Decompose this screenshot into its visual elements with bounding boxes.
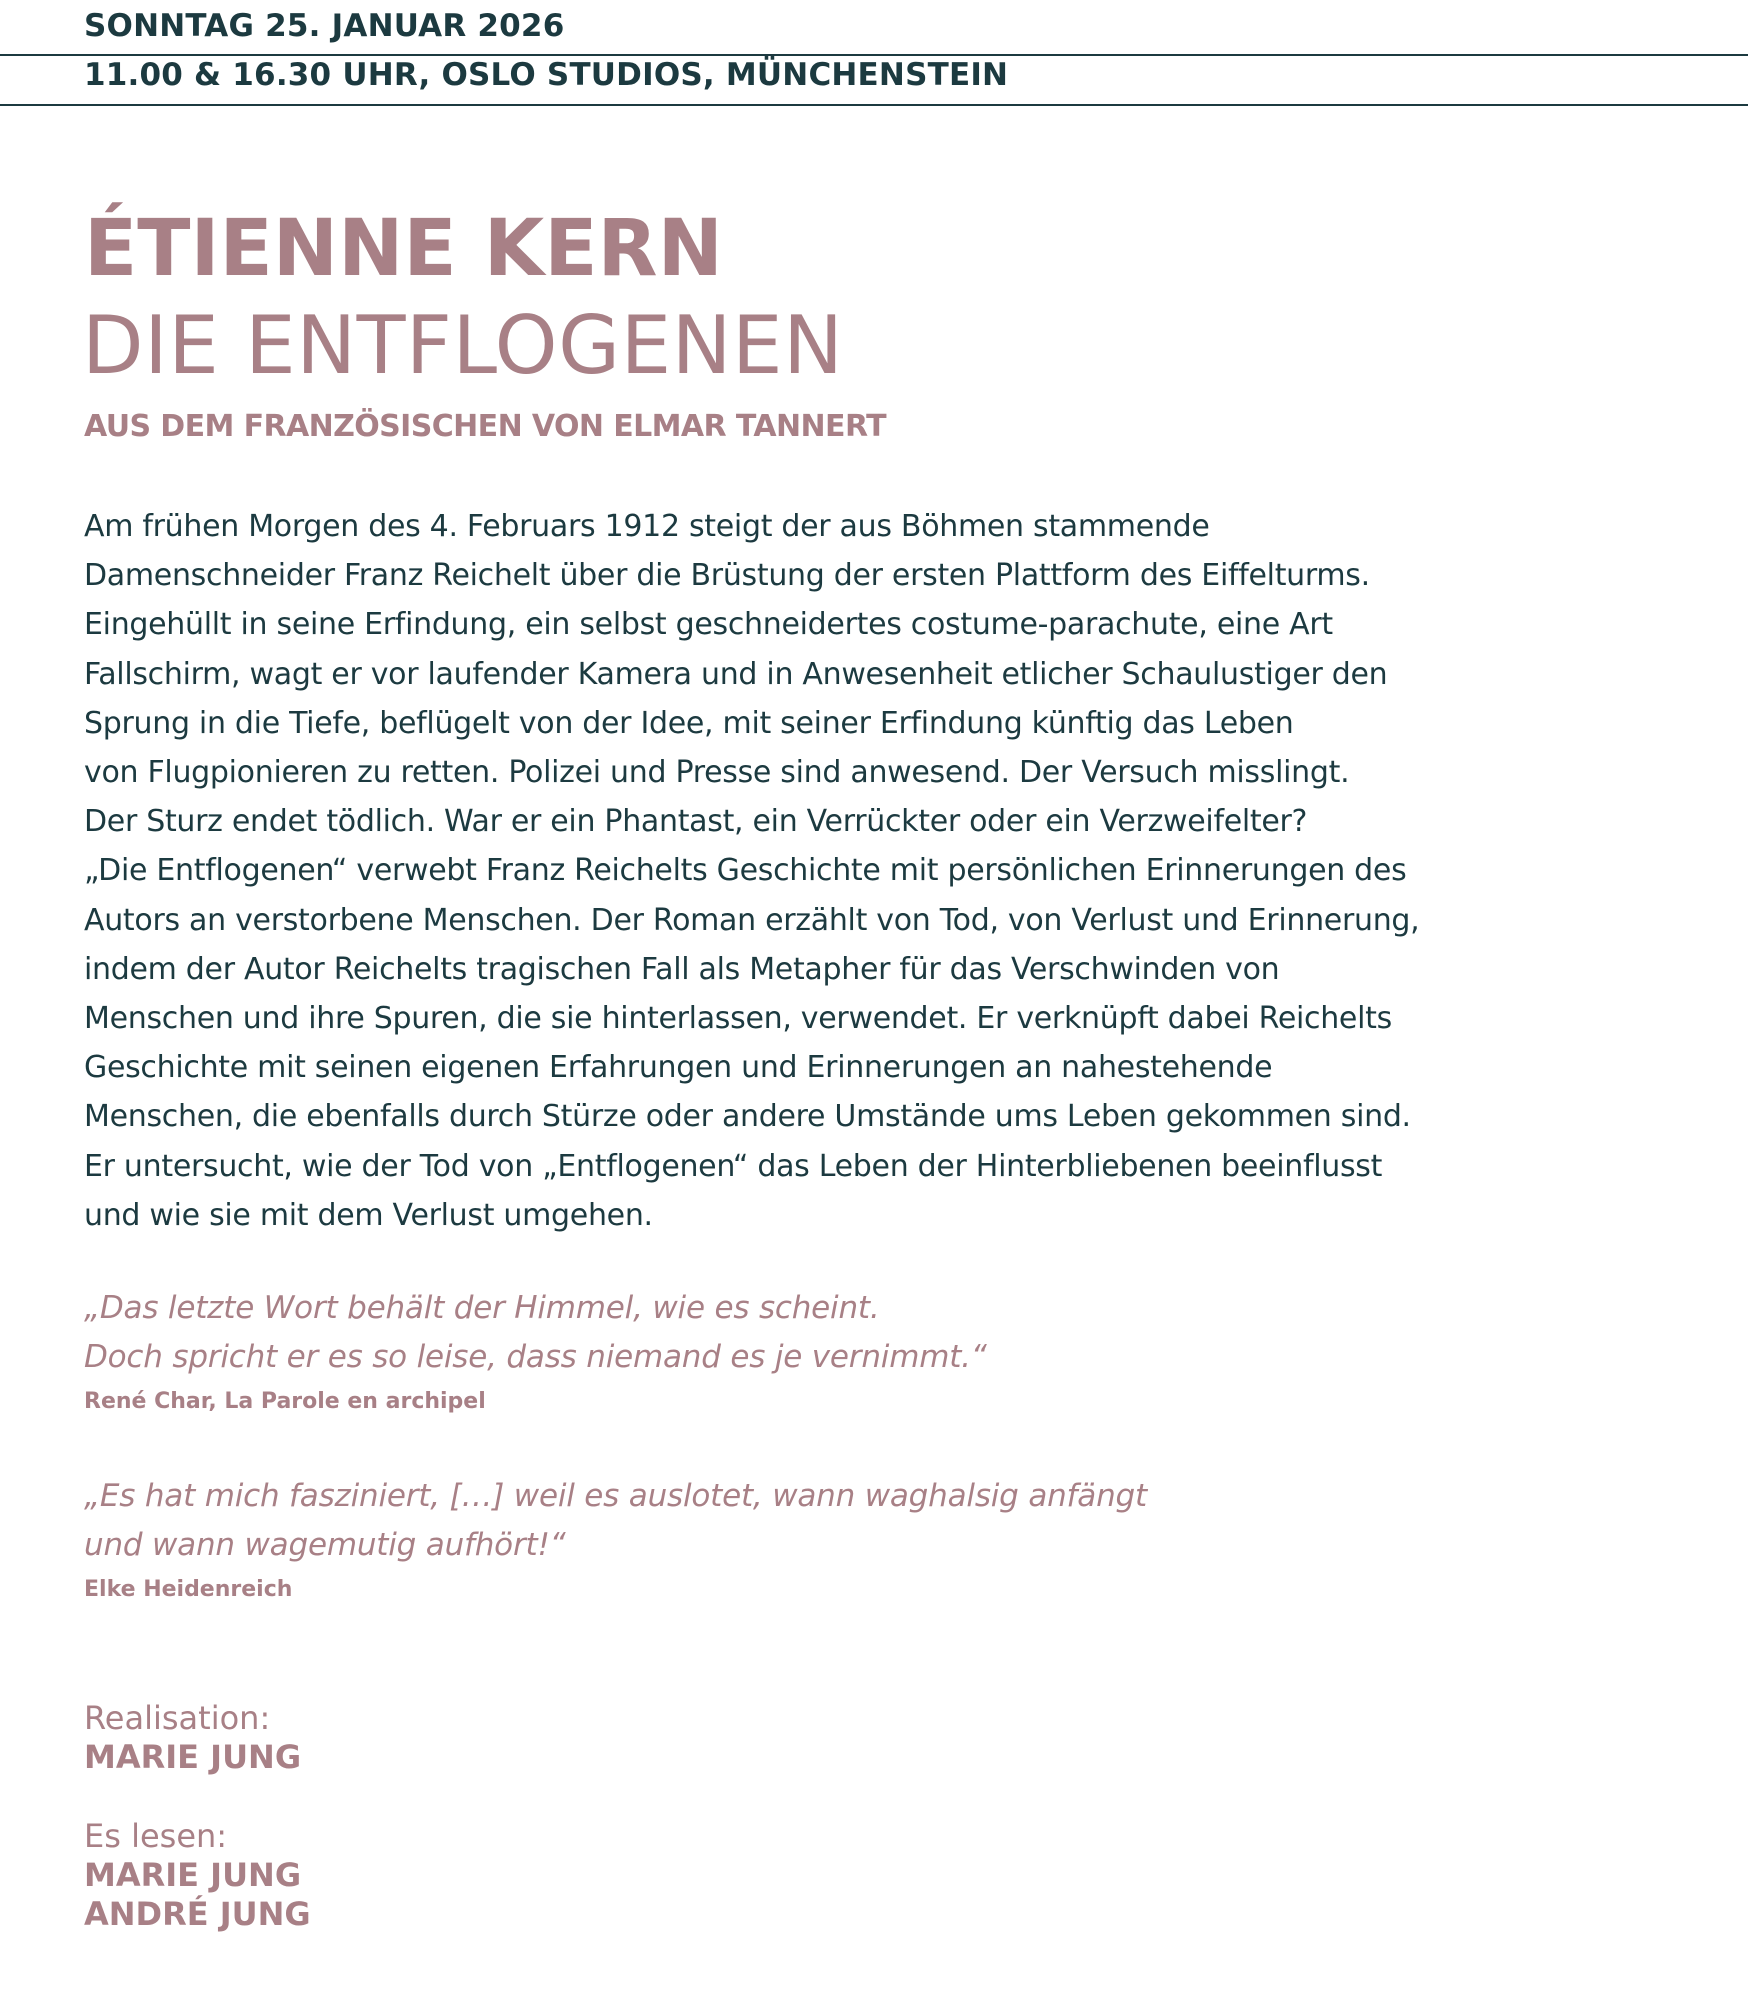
author-name: ÉTIENNE KERN [84,204,723,294]
quote-line: Doch spricht er es so leise, dass niemand es je vernimmt.“ [84,1339,987,1375]
synopsis-line: Eingehüllt in seine Erfindung, ein selbst geschneidertes costume-parachute, eine Art [84,607,1333,643]
synopsis-line: Der Sturz endet tödlich. War er ein Phantast, ein Verrückter oder ein Verzweifelter? [84,804,1308,840]
synopsis-line: „Die Entflogenen“ verwebt Franz Reichelts Geschichte mit persönlichen Erinnerungen des [84,853,1407,889]
synopsis-line: Geschichte mit seinen eigenen Erfahrungen und Erinnerungen an nahestehende [84,1050,1273,1086]
header-divider-top [0,54,1748,56]
synopsis-line: Damenschneider Franz Reichelt über die Brüstung der ersten Plattform des Eiffelturms. [84,558,1370,594]
book-title: DIE ENTFLOGENEN [82,299,844,392]
synopsis-line: Menschen, die ebenfalls durch Stürze oder andere Umstände ums Leben gekommen sind. [84,1099,1411,1135]
synopsis-line: Am frühen Morgen des 4. Februars 1912 steigt der aus Böhmen stammende [84,509,1210,544]
synopsis-paragraph [84,502,1544,1240]
readers-label: Es lesen: [84,1817,228,1855]
synopsis-line: Er untersucht, wie der Tod von „Entflogenen“ das Leben der Hinterbliebenen beeinflusst [84,1148,1383,1184]
quote-elke-heidenreich [84,1472,1147,1570]
synopsis-line: von Flugpionieren zu retten. Polizei und Presse sind anwesend. Der Versuch misslingt. [84,755,1350,791]
synopsis-line: und wie sie mit dem Verlust umgehen. [84,1197,653,1233]
event-date: SONNTAG 25. JANUAR 2026 [84,8,565,44]
header-divider-bottom [0,104,1748,106]
translator-credit: AUS DEM FRANZÖSISCHEN VON ELMAR TANNERT [84,409,886,444]
quote-line: und wann wagemutig aufhört!“ [84,1527,566,1563]
synopsis-line: indem der Autor Reichelts tragischen Fall als Metapher für das Verschwinden von [84,951,1280,987]
synopsis-line: Sprung in die Tiefe, beflügelt von der Idee, mit seiner Erfindung künftig das Leben [84,705,1294,741]
realisation-name: MARIE JUNG [84,1738,302,1776]
quote-rene-char [84,1284,987,1382]
event-time-place: 11.00 & 16.30 UHR, OSLO STUDIOS, MÜNCHENSTEIN [84,57,1009,93]
synopsis-line: Menschen und ihre Spuren, die sie hinterlassen, verwendet. Er verknüpft dabei Reichelts [84,1001,1392,1037]
quote-line: „Das letzte Wort behält der Himmel, wie es scheint. [84,1290,880,1326]
quote-source: Elke Heidenreich [84,1577,293,1602]
synopsis-line: Fallschirm, wagt er vor laufender Kamera und in Anwesenheit etlicher Schaulustiger den [84,656,1388,692]
quote-source: René Char, La Parole en archipel [84,1389,486,1414]
synopsis-line: Autors an verstorbene Menschen. Der Roman erzählt von Tod, von Verlust und Erinnerung, [84,902,1420,938]
quote-line: „Es hat mich fasziniert, […] weil es auslotet, wann waghalsig anfängt [84,1478,1147,1514]
reader-name: ANDRÉ JUNG [84,1895,311,1933]
realisation-label: Realisation: [84,1699,271,1737]
reader-name: MARIE JUNG [84,1856,302,1894]
